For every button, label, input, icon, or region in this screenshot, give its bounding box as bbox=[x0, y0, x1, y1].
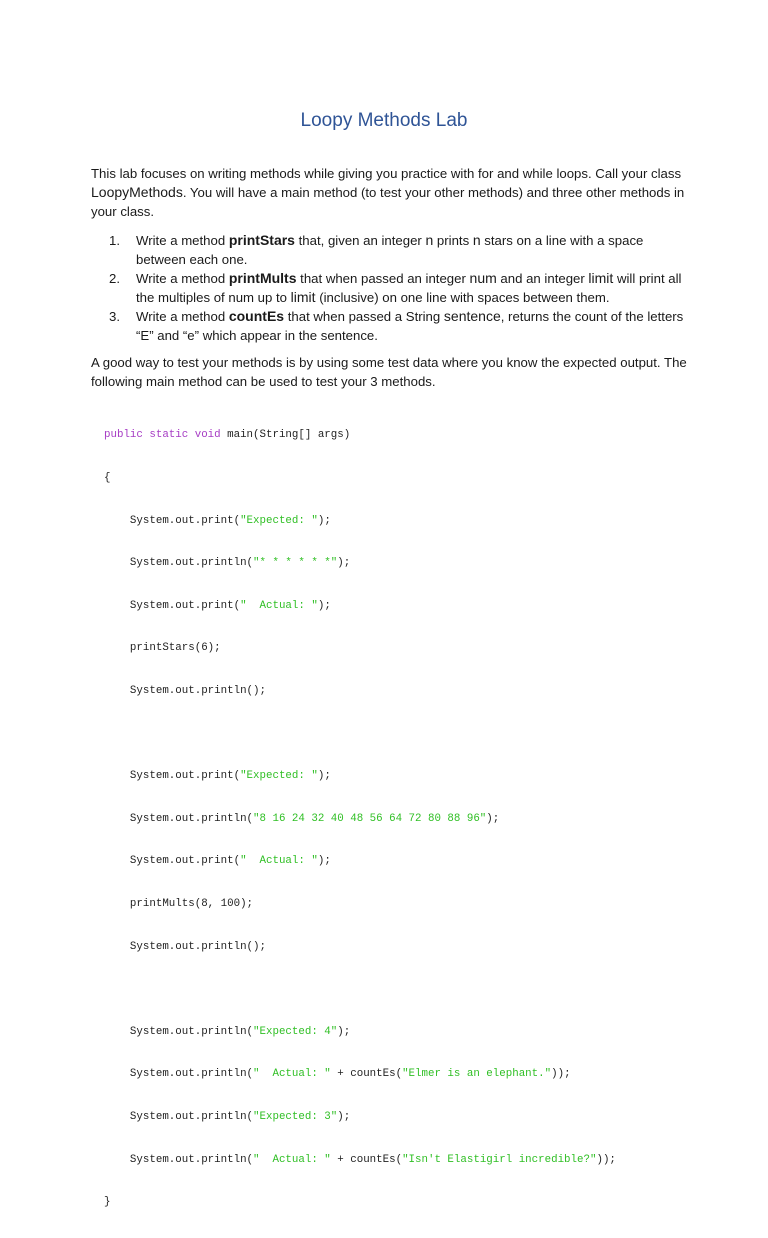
list-item bbox=[109, 269, 689, 307]
list-text: , returns the count of the letters “E” and “e” which appear in the sentence. bbox=[136, 309, 684, 343]
code-text: System.out.print( bbox=[104, 855, 241, 868]
code-line: System.out.println(); bbox=[104, 940, 266, 953]
code-line bbox=[104, 1067, 724, 1081]
code-keyword: public static void bbox=[104, 429, 221, 442]
code-text: ); bbox=[337, 557, 351, 570]
code-string: "Elmer is an elephant." bbox=[402, 1068, 552, 1081]
code-line: printMults(8, 100); bbox=[104, 897, 254, 910]
code-line bbox=[104, 556, 724, 570]
method-name: printStars bbox=[228, 232, 295, 248]
code-line bbox=[104, 854, 724, 868]
code-text: main(String[] args) bbox=[220, 429, 351, 442]
param-name: limit bbox=[588, 270, 614, 286]
intro-text-2: . You will have a main method (to test your other methods) and three other methods in your class. bbox=[91, 185, 685, 219]
code-text: ); bbox=[317, 514, 331, 527]
method-name: countEs bbox=[228, 308, 285, 324]
instruction-list bbox=[109, 231, 689, 345]
code-line bbox=[104, 769, 724, 783]
code-text: + countEs( bbox=[330, 1068, 403, 1081]
list-text: will print all the multiples of num up to bbox=[136, 271, 682, 305]
list-text: and an integer bbox=[496, 271, 589, 286]
list-number: 2. bbox=[109, 271, 120, 286]
code-text: System.out.println( bbox=[104, 812, 254, 825]
list-text: Write a method bbox=[136, 233, 229, 248]
code-text: System.out.print( bbox=[104, 599, 241, 612]
list-item bbox=[109, 231, 689, 269]
code-string: "Expected: 3" bbox=[253, 1110, 338, 1123]
code-string: "8 16 24 32 40 48 56 64 72 80 88 96" bbox=[253, 812, 487, 825]
code-text: System.out.print( bbox=[104, 770, 241, 783]
class-name: LoopyMethods bbox=[91, 184, 183, 200]
code-string: "Isn't Elastigirl incredible?" bbox=[402, 1153, 597, 1166]
code-text: System.out.println( bbox=[104, 1025, 254, 1038]
method-name: printMults bbox=[228, 270, 297, 286]
code-string: " Actual: " bbox=[253, 1153, 331, 1166]
code-line: } bbox=[104, 1196, 111, 1209]
param-name: n bbox=[425, 232, 434, 248]
page-title: Loopy Methods Lab bbox=[300, 110, 468, 131]
list-number: 1. bbox=[109, 233, 120, 248]
code-line bbox=[104, 1110, 724, 1124]
code-line bbox=[104, 812, 724, 826]
list-text: stars on a line with a space between each one. bbox=[136, 233, 644, 267]
param-name: limit bbox=[290, 289, 316, 305]
code-string: "Expected: " bbox=[240, 770, 318, 783]
code-string: " Actual: " bbox=[253, 1068, 331, 1081]
list-number: 3. bbox=[109, 309, 120, 324]
param-name: n bbox=[472, 232, 481, 248]
code-block bbox=[104, 400, 724, 1238]
code-line bbox=[104, 428, 724, 442]
code-string: " Actual: " bbox=[240, 855, 318, 868]
code-line: { bbox=[104, 472, 111, 484]
code-string: "Expected: 4" bbox=[253, 1025, 338, 1038]
code-text: ); bbox=[337, 1110, 351, 1123]
list-text: that when passed a String bbox=[284, 309, 444, 324]
code-text: ); bbox=[317, 599, 331, 612]
list-text: Write a method bbox=[136, 309, 229, 324]
code-text: ); bbox=[317, 770, 331, 783]
intro-text-1: This lab focuses on writing methods while giving you practice with for and while loops. Call your class bbox=[91, 166, 682, 181]
code-text: System.out.print( bbox=[104, 514, 241, 527]
code-text: ); bbox=[337, 1025, 351, 1038]
code-line: System.out.println(); bbox=[104, 684, 266, 697]
code-text: + countEs( bbox=[330, 1153, 403, 1166]
list-item bbox=[109, 307, 689, 345]
list-text: that when passed an integer bbox=[296, 271, 470, 286]
code-blank-line bbox=[104, 727, 724, 741]
list-text: (inclusive) on one line with spaces between them. bbox=[315, 290, 610, 305]
code-text: System.out.println( bbox=[104, 1153, 254, 1166]
code-text: )); bbox=[551, 1068, 571, 1081]
code-string: "* * * * * *" bbox=[253, 557, 338, 570]
list-text: Write a method bbox=[136, 271, 229, 286]
test-paragraph: A good way to test your methods is by using some test data where you know the expected output. The following main method can be used to test your 3 methods. bbox=[91, 355, 687, 389]
code-line bbox=[104, 1153, 724, 1167]
code-text: System.out.println( bbox=[104, 557, 254, 570]
param-name: num bbox=[469, 270, 497, 286]
code-text: )); bbox=[596, 1153, 616, 1166]
code-text: System.out.println( bbox=[104, 1110, 254, 1123]
code-text: ); bbox=[317, 855, 331, 868]
code-string: "Expected: " bbox=[240, 514, 318, 527]
code-line bbox=[104, 1025, 724, 1039]
list-text: prints bbox=[433, 233, 473, 248]
param-name: sentence bbox=[443, 308, 501, 324]
code-text: System.out.println( bbox=[104, 1068, 254, 1081]
code-line: printStars(6); bbox=[104, 642, 221, 655]
code-line bbox=[104, 599, 724, 613]
list-text: that, given an integer bbox=[294, 233, 426, 248]
intro-paragraph bbox=[91, 164, 691, 221]
code-text: ); bbox=[486, 812, 500, 825]
code-line bbox=[104, 514, 724, 528]
code-string: " Actual: " bbox=[240, 599, 318, 612]
code-blank-line bbox=[104, 982, 724, 996]
